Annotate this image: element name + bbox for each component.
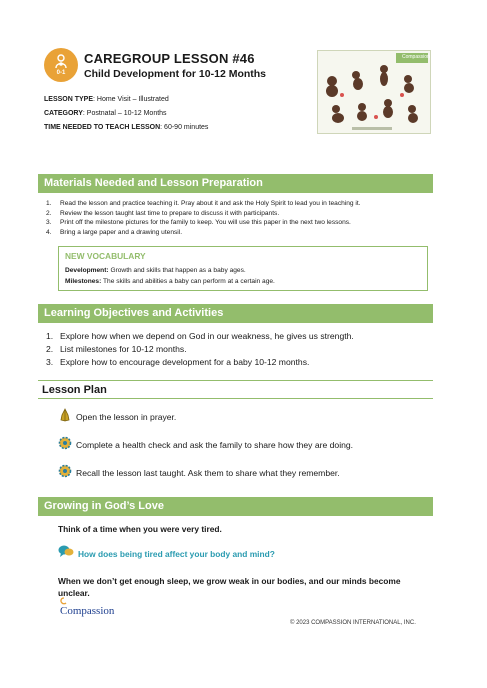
gear-icon — [58, 464, 72, 478]
section-heading-materials: Materials Needed and Lesson Preparation — [38, 174, 433, 193]
meta-lesson-type: LESSON TYPE: Home Visit – Illustrated — [44, 96, 169, 103]
milestone-pictures-thumbnail — [317, 50, 431, 134]
lesson-badge — [44, 48, 78, 82]
lesson-title: CAREGROUP LESSON #46 — [84, 51, 255, 66]
section-heading-objectives: Learning Objectives and Activities — [38, 304, 433, 323]
list-item: 3. Explore how to encourage development for a baby 10-12 months. — [46, 356, 310, 367]
meta-category: CATEGORY: Postnatal – 10-12 Months — [44, 110, 167, 117]
list-item: 3. Print off the milestone pictures for the family to keep. You will use this paper in the next two lessons. — [46, 219, 351, 227]
mother-child-icon — [53, 53, 69, 69]
list-item: 1. Explore how when we depend on God in our weakness, he gives us strength. — [46, 331, 354, 341]
logo-mark-icon — [59, 597, 69, 607]
vocabulary-heading: NEW VOCABULARY — [65, 251, 146, 261]
copyright: © 2023 COMPASSION INTERNATIONAL, INC. — [290, 620, 416, 626]
section-heading-growing: Growing in God’s Love — [38, 497, 433, 516]
plan-step-recall: Recall the lesson last taught. Ask them to share what they remember. — [58, 464, 428, 480]
materials-list — [46, 199, 361, 237]
vocab-development: Development: Growth and skills that happen as a baby ages. — [65, 267, 246, 274]
compassion-logo: Compassion — [60, 605, 114, 617]
list-item: 2. List milestones for 10-12 months. — [46, 343, 187, 354]
lesson-subtitle: Child Development for 10-12 Months — [84, 68, 267, 80]
plan-step-prayer: Open the lesson in prayer. — [58, 408, 428, 424]
vocab-milestones: Milestones: The skills and abilities a baby can perform at a certain age. — [65, 278, 275, 285]
speech-bubbles-icon — [58, 544, 74, 558]
list-item: 4. Bring a large paper and a drawing utensil. — [46, 228, 183, 236]
list-item: 2. Review the lesson taught last time to prepare to discuss it with participants. — [46, 209, 280, 217]
section-heading-lesson-plan: Lesson Plan — [38, 380, 433, 399]
discussion-question: How does being tired affect your body and mind? — [78, 549, 275, 559]
thumbnail-brand: Compassion — [402, 54, 430, 60]
reflection-prompt: Think of a time when you were very tired. — [58, 524, 222, 534]
meta-time-needed: TIME NEEDED TO TEACH LESSON: 60-90 minutes — [44, 124, 209, 131]
badge-age: 0-1 — [56, 70, 66, 76]
plan-step-health-check: Complete a health check and ask the family to share how they are doing. — [58, 436, 428, 452]
objectives-list — [46, 330, 354, 368]
gear-icon — [58, 436, 72, 450]
list-item: 1. Read the lesson and practice teaching it. Pray about it and ask the Holy Spirit to lead you in teaching it. — [46, 200, 361, 207]
teaching-statement: When we don’t get enough sleep, we grow weak in our bodies, and our minds become unclear. — [58, 576, 401, 598]
vocabulary-box — [58, 246, 428, 291]
praying-hands-icon — [58, 408, 72, 422]
